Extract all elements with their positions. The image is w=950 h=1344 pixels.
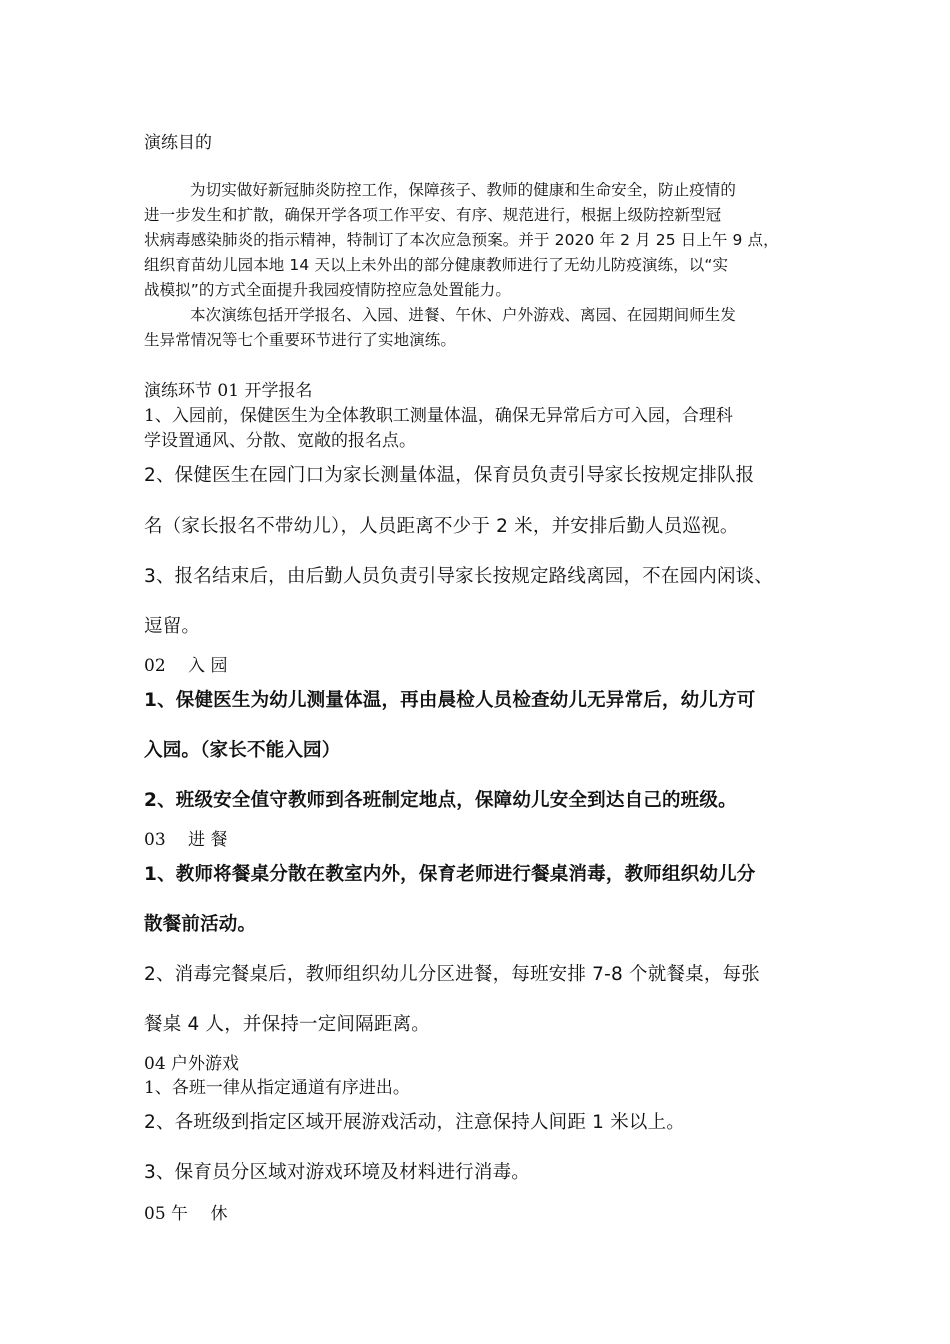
section-02-line: 2、班级安全值守教师到各班制定地点，保障幼儿安全到达自己的班级。 xyxy=(144,790,737,811)
intro-line: 状病毒感染肺炎的指示精神，特制订了本次应急预案。并于 2020 年 2 月 25 日上午 9 点， xyxy=(144,231,779,249)
section-02-line: 1、保健医生为幼儿测量体温，再由晨检人员检查幼儿无异常后，幼儿方可 xyxy=(144,690,756,711)
heading-purpose: 演练目的 xyxy=(144,133,212,153)
section-01-line: 逗留。 xyxy=(144,616,201,637)
section-01-line: 学设置通风、分散、宽敞的报名点。 xyxy=(144,431,416,451)
section-03-line: 1、教师将餐桌分散在教室内外，保育老师进行餐桌消毒，教师组织幼儿分 xyxy=(144,864,756,885)
section-04-line: 1、各班一律从指定通道有序进出。 xyxy=(144,1078,410,1098)
section-04-line: 3、保育员分区域对游戏环境及材料进行消毒。 xyxy=(144,1162,530,1183)
section-04-title: 04 户外游戏 xyxy=(144,1054,240,1074)
section-03-title: 03 进 餐 xyxy=(144,830,228,850)
section-02-title: 02 入 园 xyxy=(144,656,228,676)
intro-line: 本次演练包括开学报名、入园、进餐、午休、户外游戏、离园、在园期间师生发 xyxy=(190,306,737,324)
section-03-line: 2、消毒完餐桌后，教师组织幼儿分区进餐，每班安排 7-8 个就餐桌，每张 xyxy=(144,964,760,985)
intro-line: 生异常情况等七个重要环节进行了实地演练。 xyxy=(144,331,457,349)
section-01-line: 3、报名结束后，由后勤人员负责引导家长按规定路线离园，不在园内闲谈、 xyxy=(144,566,774,587)
section-01-line: 1、入园前，保健医生为全体教职工测量体温，确保无异常后方可入园，合理科 xyxy=(144,406,733,426)
intro-line: 组织育苗幼儿园本地 14 天以上未外出的部分健康教师进行了无幼儿防疫演练，以“实 xyxy=(144,256,729,274)
section-03-line: 散餐前活动。 xyxy=(144,914,257,935)
intro-line: 为切实做好新冠肺炎防控工作，保障孩子、教师的健康和生命安全，防止疫情的 xyxy=(190,181,737,199)
section-01-line: 名（家长报名不带幼儿），人员距离不少于 2 米，并安排后勤人员巡视。 xyxy=(144,516,739,537)
section-05-title: 05 午 休 xyxy=(144,1204,228,1224)
section-02-line: 入园。（家长不能入园） xyxy=(144,740,341,761)
intro-line: 进一步发生和扩散，确保开学各项工作平安、有序、规范进行，根据上级防控新型冠 xyxy=(144,206,722,224)
intro-line: 战模拟”的方式全面提升我园疫情防控应急处置能力。 xyxy=(144,281,511,299)
section-03-line: 餐桌 4 人，并保持一定间隔距离。 xyxy=(144,1014,430,1035)
section-01-line: 2、保健医生在园门口为家长测量体温，保育员负责引导家长按规定排队报 xyxy=(144,465,755,486)
section-04-line: 2、各班级到指定区域开展游戏活动，注意保持人间距 1 米以上。 xyxy=(144,1112,686,1133)
section-01-title: 演练环节 01 开学报名 xyxy=(144,381,313,401)
